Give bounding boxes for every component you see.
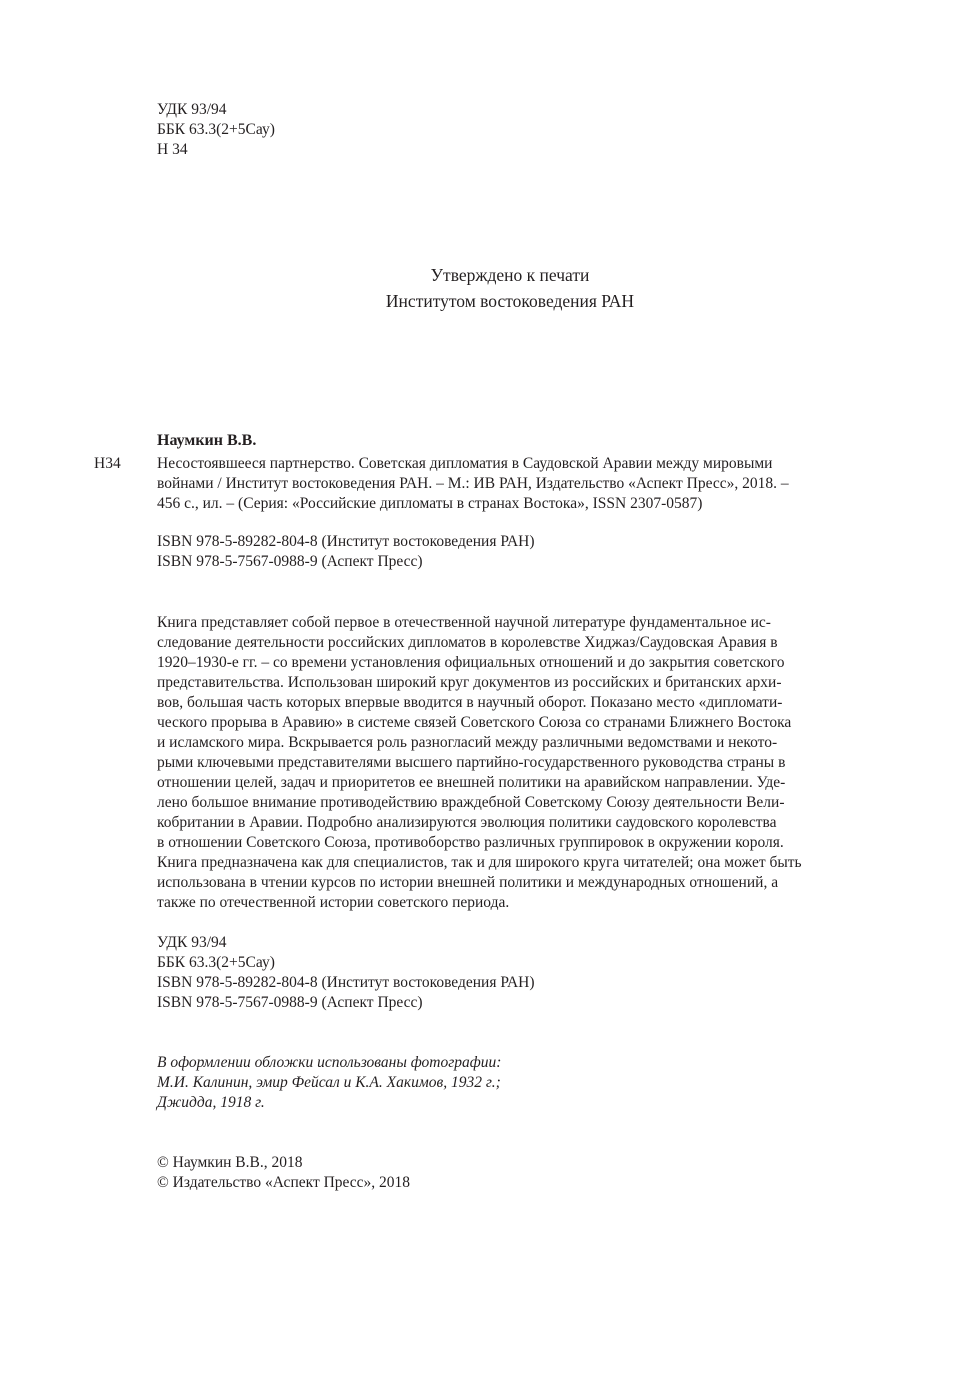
annotation-line: отношении целей, задач и приоритетов ее внешней политики на аравийском направлении. Уде-	[157, 774, 786, 791]
author-name: Наумкин В.В.	[157, 432, 257, 449]
approval-notice	[300, 262, 720, 314]
annotation-line: вов, большая часть которых впервые вводится в научный оборот. Показано место «дипломати-	[157, 694, 783, 711]
annotation-line: Книга предназначена как для специалистов, так и для широкого круга читателей; она может быть	[157, 854, 802, 871]
cover-note-line: М.И. Калинин, эмир Фейсал и К.А. Хакимов, 1932 г.;	[157, 1074, 501, 1091]
cover-note-line: В оформлении обложки использованы фотографии:	[157, 1054, 502, 1071]
udk-code: УДК 93/94	[157, 101, 227, 118]
classification-codes-top	[157, 100, 275, 160]
annotation-line: и исламского мира. Вскрывается роль разногласий между различными ведомствами и некото-	[157, 734, 778, 751]
isbn-list-top	[157, 532, 535, 572]
author-code: Н34	[94, 455, 121, 472]
cover-note-line: Джидда, 1918 г.	[157, 1094, 265, 1111]
isbn-line: ISBN 978-5-89282-804-8 (Институт востоковедения РАН)	[157, 533, 535, 550]
cover-photo-credits	[157, 1053, 501, 1113]
biblio-line: Несостоявшееся партнерство. Советская дипломатия в Саудовской Аравии между мировыми	[157, 455, 773, 472]
copyright-line: © Издательство «Аспект Пресс», 2018	[157, 1174, 411, 1191]
annotation-line: следование деятельности российских дипломатов в королевстве Хиджаз/Саудовская Аравия в	[157, 634, 778, 651]
annotation-line: лено большое внимание противодействию враждебной Советскому Союзу деятельности Вели-	[157, 794, 785, 811]
isbn-line: ISBN 978-5-7567-0988-9 (Аспект Пресс)	[157, 994, 423, 1011]
bbk-code: ББК 63.3(2+5Сау)	[157, 121, 275, 138]
classification-codes-bottom	[157, 933, 535, 1013]
annotation-line: Книга представляет собой первое в отечественной научной литературе фундаментальное ис-	[157, 614, 771, 631]
annotation-line: кобритании в Аравии. Подробно анализируются эволюция политики саудовского королевства	[157, 814, 777, 831]
bbk-code: ББК 63.3(2+5Сау)	[157, 954, 275, 971]
approval-line-2: Институтом востоковедения РАН	[385, 291, 635, 311]
author-mark: Н 34	[157, 141, 188, 158]
annotation-line: в отношении Советского Союза, противоборство различных группировок в окружении короля.	[157, 834, 784, 851]
copyright-line: © Наумкин В.В., 2018	[157, 1154, 303, 1171]
annotation-line: использована в чтении курсов по истории внешней политики и международных отношений, а	[157, 874, 779, 891]
biblio-line: 456 с., ил. – (Серия: «Российские дипломаты в странах Востока», ISSN 2307-0587)	[157, 495, 703, 512]
annotation-line: представительства. Использован широкий круг документов из российских и британских архи-	[157, 674, 782, 691]
isbn-line: ISBN 978-5-7567-0988-9 (Аспект Пресс)	[157, 553, 423, 570]
annotation-paragraph	[157, 613, 867, 913]
annotation-line: 1920–1930-е гг. – со времени установления официальных отношений и до закрытия советского	[157, 654, 785, 671]
annotation-line: ческого прорыва в Аравию» в системе связей Советского Союза со странами Ближнего Востока	[157, 714, 792, 731]
biblio-line: войнами / Институт востоковедения РАН. – М.: ИВ РАН, Издательство «Аспект Пресс», 2018. –	[157, 475, 789, 492]
isbn-line: ISBN 978-5-89282-804-8 (Институт востоковедения РАН)	[157, 974, 535, 991]
annotation-line: рыми ключевыми представителями высшего партийно-государственного руководства страны в	[157, 754, 786, 771]
udk-code: УДК 93/94	[157, 934, 227, 951]
copyright-notices	[157, 1153, 410, 1193]
bibliographic-record	[157, 454, 847, 514]
annotation-line: также по отечественной истории советского периода.	[157, 894, 510, 911]
approval-line-1: Утверждено к печати	[430, 265, 590, 285]
